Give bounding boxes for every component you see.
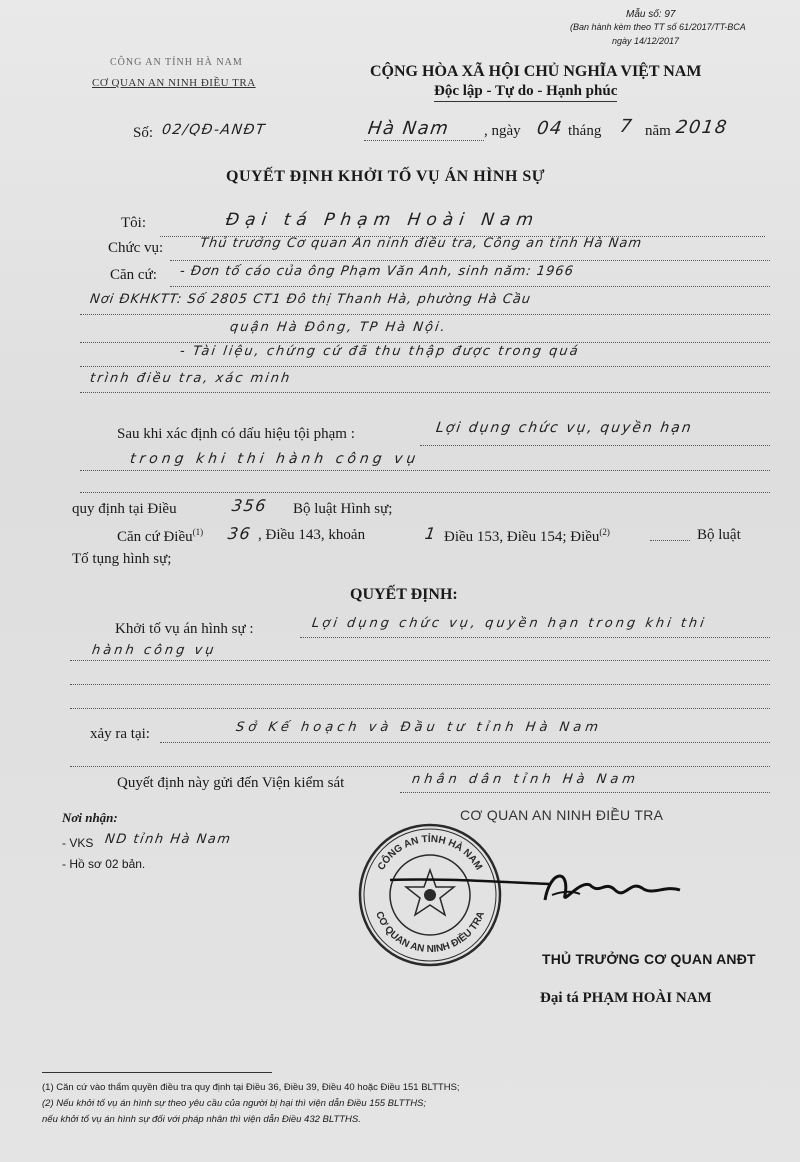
location-value: Sở Kế hoạch và Đầu tư tỉnh Hà Nam bbox=[234, 720, 603, 735]
sent-to-value: nhân dân tỉnh Hà Nam bbox=[410, 772, 641, 787]
article-value: 356 bbox=[230, 496, 269, 515]
legal-basis-prefix: Căn cứ Điều$^{(1)}$ bbox=[117, 527, 204, 545]
recipient-item2: - Hồ sơ 02 bản. bbox=[62, 857, 146, 871]
date-day-label: , ngày bbox=[484, 123, 521, 139]
nation-title: CỘNG HÒA XÃ HỘI CHỦ NGHĨA VIỆT NAM bbox=[370, 63, 702, 80]
form-ref-line3: ngày 14/12/2017 bbox=[612, 36, 680, 46]
form-ref-line1: Mẫu số: 97 bbox=[626, 9, 676, 20]
determination-value2: trong khi thi hành công vụ bbox=[128, 451, 421, 467]
prosecute-label: Khởi tố vụ án hình sự : bbox=[115, 621, 254, 637]
date-month-label: tháng bbox=[568, 123, 602, 139]
toi-value: Đại tá Phạm Hoài Nam bbox=[224, 210, 541, 230]
handwritten-signature bbox=[380, 860, 700, 920]
signature-title: THỦ TRƯỞNG CƠ QUAN ANĐT bbox=[542, 951, 756, 967]
date-month: 7 bbox=[618, 116, 635, 137]
form-ref-line2: (Ban hành kèm theo TT số 61/2017/TT-BCA bbox=[570, 22, 746, 32]
article-suffix: Bộ luật Hình sự; bbox=[293, 501, 393, 517]
footnote-3: nếu khởi tố vụ án hình sự đối với pháp nhân thì viện dẫn Điều 432 BLTTHS. bbox=[42, 1114, 361, 1125]
footnote-separator bbox=[42, 1072, 272, 1073]
legal-basis-clause: 1 bbox=[423, 524, 439, 543]
footnote-1: (1) Căn cứ vào thẩm quyền điều tra quy định tại Điều 36, Điều 39, Điều 40 hoặc Điều 151 BLTTHS; bbox=[42, 1082, 460, 1093]
legal-basis-end: Điều 153, Điều 154; Điều$^{(2)}$ bbox=[444, 527, 610, 545]
cancu-line1: - Đơn tố cáo của ông Phạm Văn Anh, sinh năm: 1966 bbox=[178, 264, 575, 279]
recipient-item1-value: ND tỉnh Hà Nam bbox=[103, 832, 233, 847]
recipient-item1: - VKS bbox=[62, 836, 94, 850]
article-prefix: quy định tại Điều bbox=[72, 501, 177, 517]
legal-basis-tail: Bộ luật bbox=[697, 527, 741, 543]
date-year: 2018 bbox=[674, 117, 730, 138]
doc-number-label: Số: bbox=[133, 125, 154, 141]
agency-line1: CÔNG AN TỈNH HÀ NAM bbox=[110, 57, 243, 68]
seal-top-text: CÔNG AN TỈNH HÀ NAM bbox=[375, 833, 485, 873]
toi-label: Tôi: bbox=[121, 215, 146, 231]
cancu-line2: Nơi ĐKHKTT: Số 2805 CT1 Đô thị Thanh Hà, phường Hà Cầu bbox=[88, 292, 533, 307]
doc-number-value: 02/QĐ-ANĐT bbox=[160, 122, 268, 138]
determination-label: Sau khi xác định có dấu hiệu tội phạm : bbox=[117, 426, 355, 442]
prosecute-value1: Lợi dụng chức vụ, quyền hạn trong khi thi bbox=[310, 616, 708, 631]
signature-name: Đại tá PHẠM HOÀI NAM bbox=[540, 990, 712, 1006]
cancu-line4: - Tài liệu, chứng cứ đã thu thập được trong quá bbox=[178, 344, 581, 359]
agency-line2: CƠ QUAN AN NINH ĐIỀU TRA bbox=[92, 77, 256, 89]
prosecute-value2: hành công vụ bbox=[90, 643, 218, 658]
chucvu-label: Chức vụ: bbox=[108, 240, 164, 256]
legal-basis-mid: , Điều 143, khoản bbox=[258, 527, 366, 543]
document-title: QUYẾT ĐỊNH KHỞI TỐ VỤ ÁN HÌNH SỰ bbox=[226, 168, 546, 185]
recipients-heading: Nơi nhận: bbox=[62, 810, 118, 825]
sent-to-label: Quyết định này gửi đến Viện kiểm sát bbox=[117, 775, 345, 791]
date-place: Hà Nam bbox=[366, 118, 451, 139]
seal-bottom-text: CƠ QUAN AN NINH ĐIỀU TRA bbox=[373, 910, 487, 956]
location-label: xảy ra tại: bbox=[90, 726, 150, 742]
date-year-label: năm bbox=[645, 123, 671, 139]
cancu-label: Căn cứ: bbox=[110, 267, 157, 283]
legal-basis-article: 36 bbox=[226, 524, 253, 543]
signature-agency: CƠ QUAN AN NINH ĐIỀU TRA bbox=[460, 807, 664, 823]
cancu-line3: quận Hà Đông, TP Hà Nội. bbox=[228, 320, 448, 335]
nation-motto: Độc lập - Tự do - Hạnh phúc bbox=[434, 83, 617, 102]
chucvu-value: Thủ trưởng Cơ quan An ninh điều tra, Công an tỉnh Hà Nam bbox=[198, 236, 644, 251]
date-day: 04 bbox=[535, 118, 565, 139]
footnote-2: (2) Nếu khởi tố vụ án hình sự theo yêu cầu của người bị hại thì viện dẫn Điều 155 BLTTHS; bbox=[42, 1098, 427, 1109]
cancu-line5: trình điều tra, xác minh bbox=[88, 371, 293, 386]
legal-basis-line2: Tố tụng hình sự; bbox=[72, 551, 172, 567]
determination-value1: Lợi dụng chức vụ, quyền hạn bbox=[434, 420, 694, 436]
decision-heading: QUYẾT ĐỊNH: bbox=[350, 586, 458, 603]
